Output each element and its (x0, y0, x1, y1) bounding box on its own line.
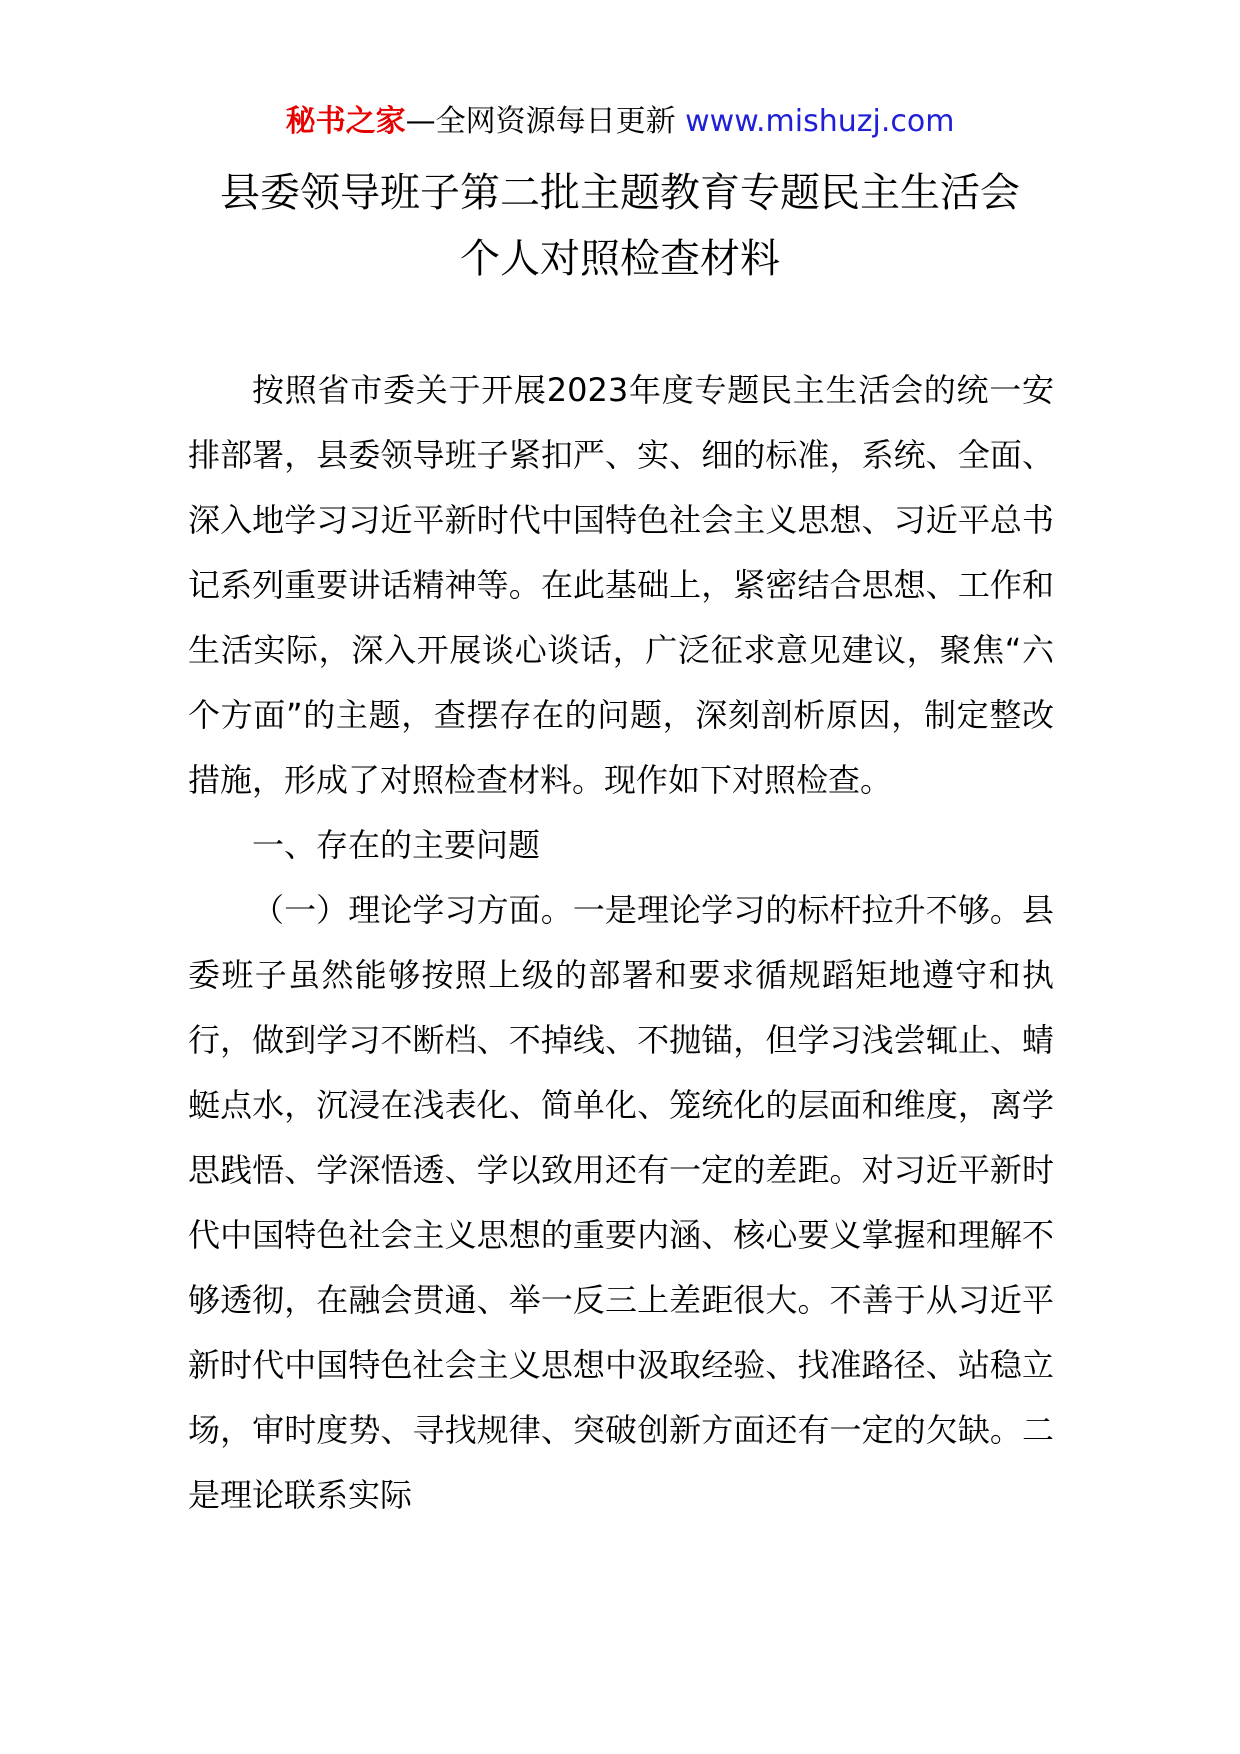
brand-name: 秘书之家 (285, 104, 406, 139)
header-tagline: —全网资源每日更新 (405, 104, 686, 139)
site-url-link[interactable]: www.mishuzj.com (685, 104, 955, 139)
intro-paragraph: 按照省市委关于开展2023年度专题民主生活会的统一安排部署，县委领导班子紧扣严、实、细的标准，系统、全面、深入地学习习近平新时代中国特色社会主义思想、习近平总书记系列重要讲话精神等。在此基础上，紧密结合思想、工作和生活实际，深入开展谈心谈话，广泛征求意见建议，聚焦“六个方面”的主题，查摆存在的问题，深刻剖析原因，制定整改措施，形成了对照检查材料。现作如下对照检查。 (188, 371, 1054, 799)
body-paragraph: （一）理论学习方面。一是理论学习的标杆拉升不够。县委班子虽然能够按照上级的部署和要求循规蹈矩地遵守和执行，做到学习不断档、不掉线、不抛锚，但学习浅尝辄止、蜻蜓点水，沉浸在浅表化、简单化、笼统化的层面和维度，离学思践悟、学深悟透、学以致用还有一定的差距。对习近平新时代中国特色社会主义思想的重要内涵、核心要义掌握和理解不够透彻，在融会贯通、举一反三上差距很大。不善于从习近平新时代中国特色社会主义思想中汲取经验、找准路径、站稳立场，审时度势、寻找规律、突破创新方面还有一定的欠缺。二是理论联系实际 (188, 891, 1054, 1514)
document-body (188, 358, 1054, 1528)
site-header (0, 102, 1240, 142)
document-title-line-1: 县委领导班子第二批主题教育专题民主生活会 (220, 170, 1020, 216)
section-heading: 一、存在的主要问题 (252, 826, 541, 864)
document-title-line-2: 个人对照检查材料 (460, 236, 780, 282)
